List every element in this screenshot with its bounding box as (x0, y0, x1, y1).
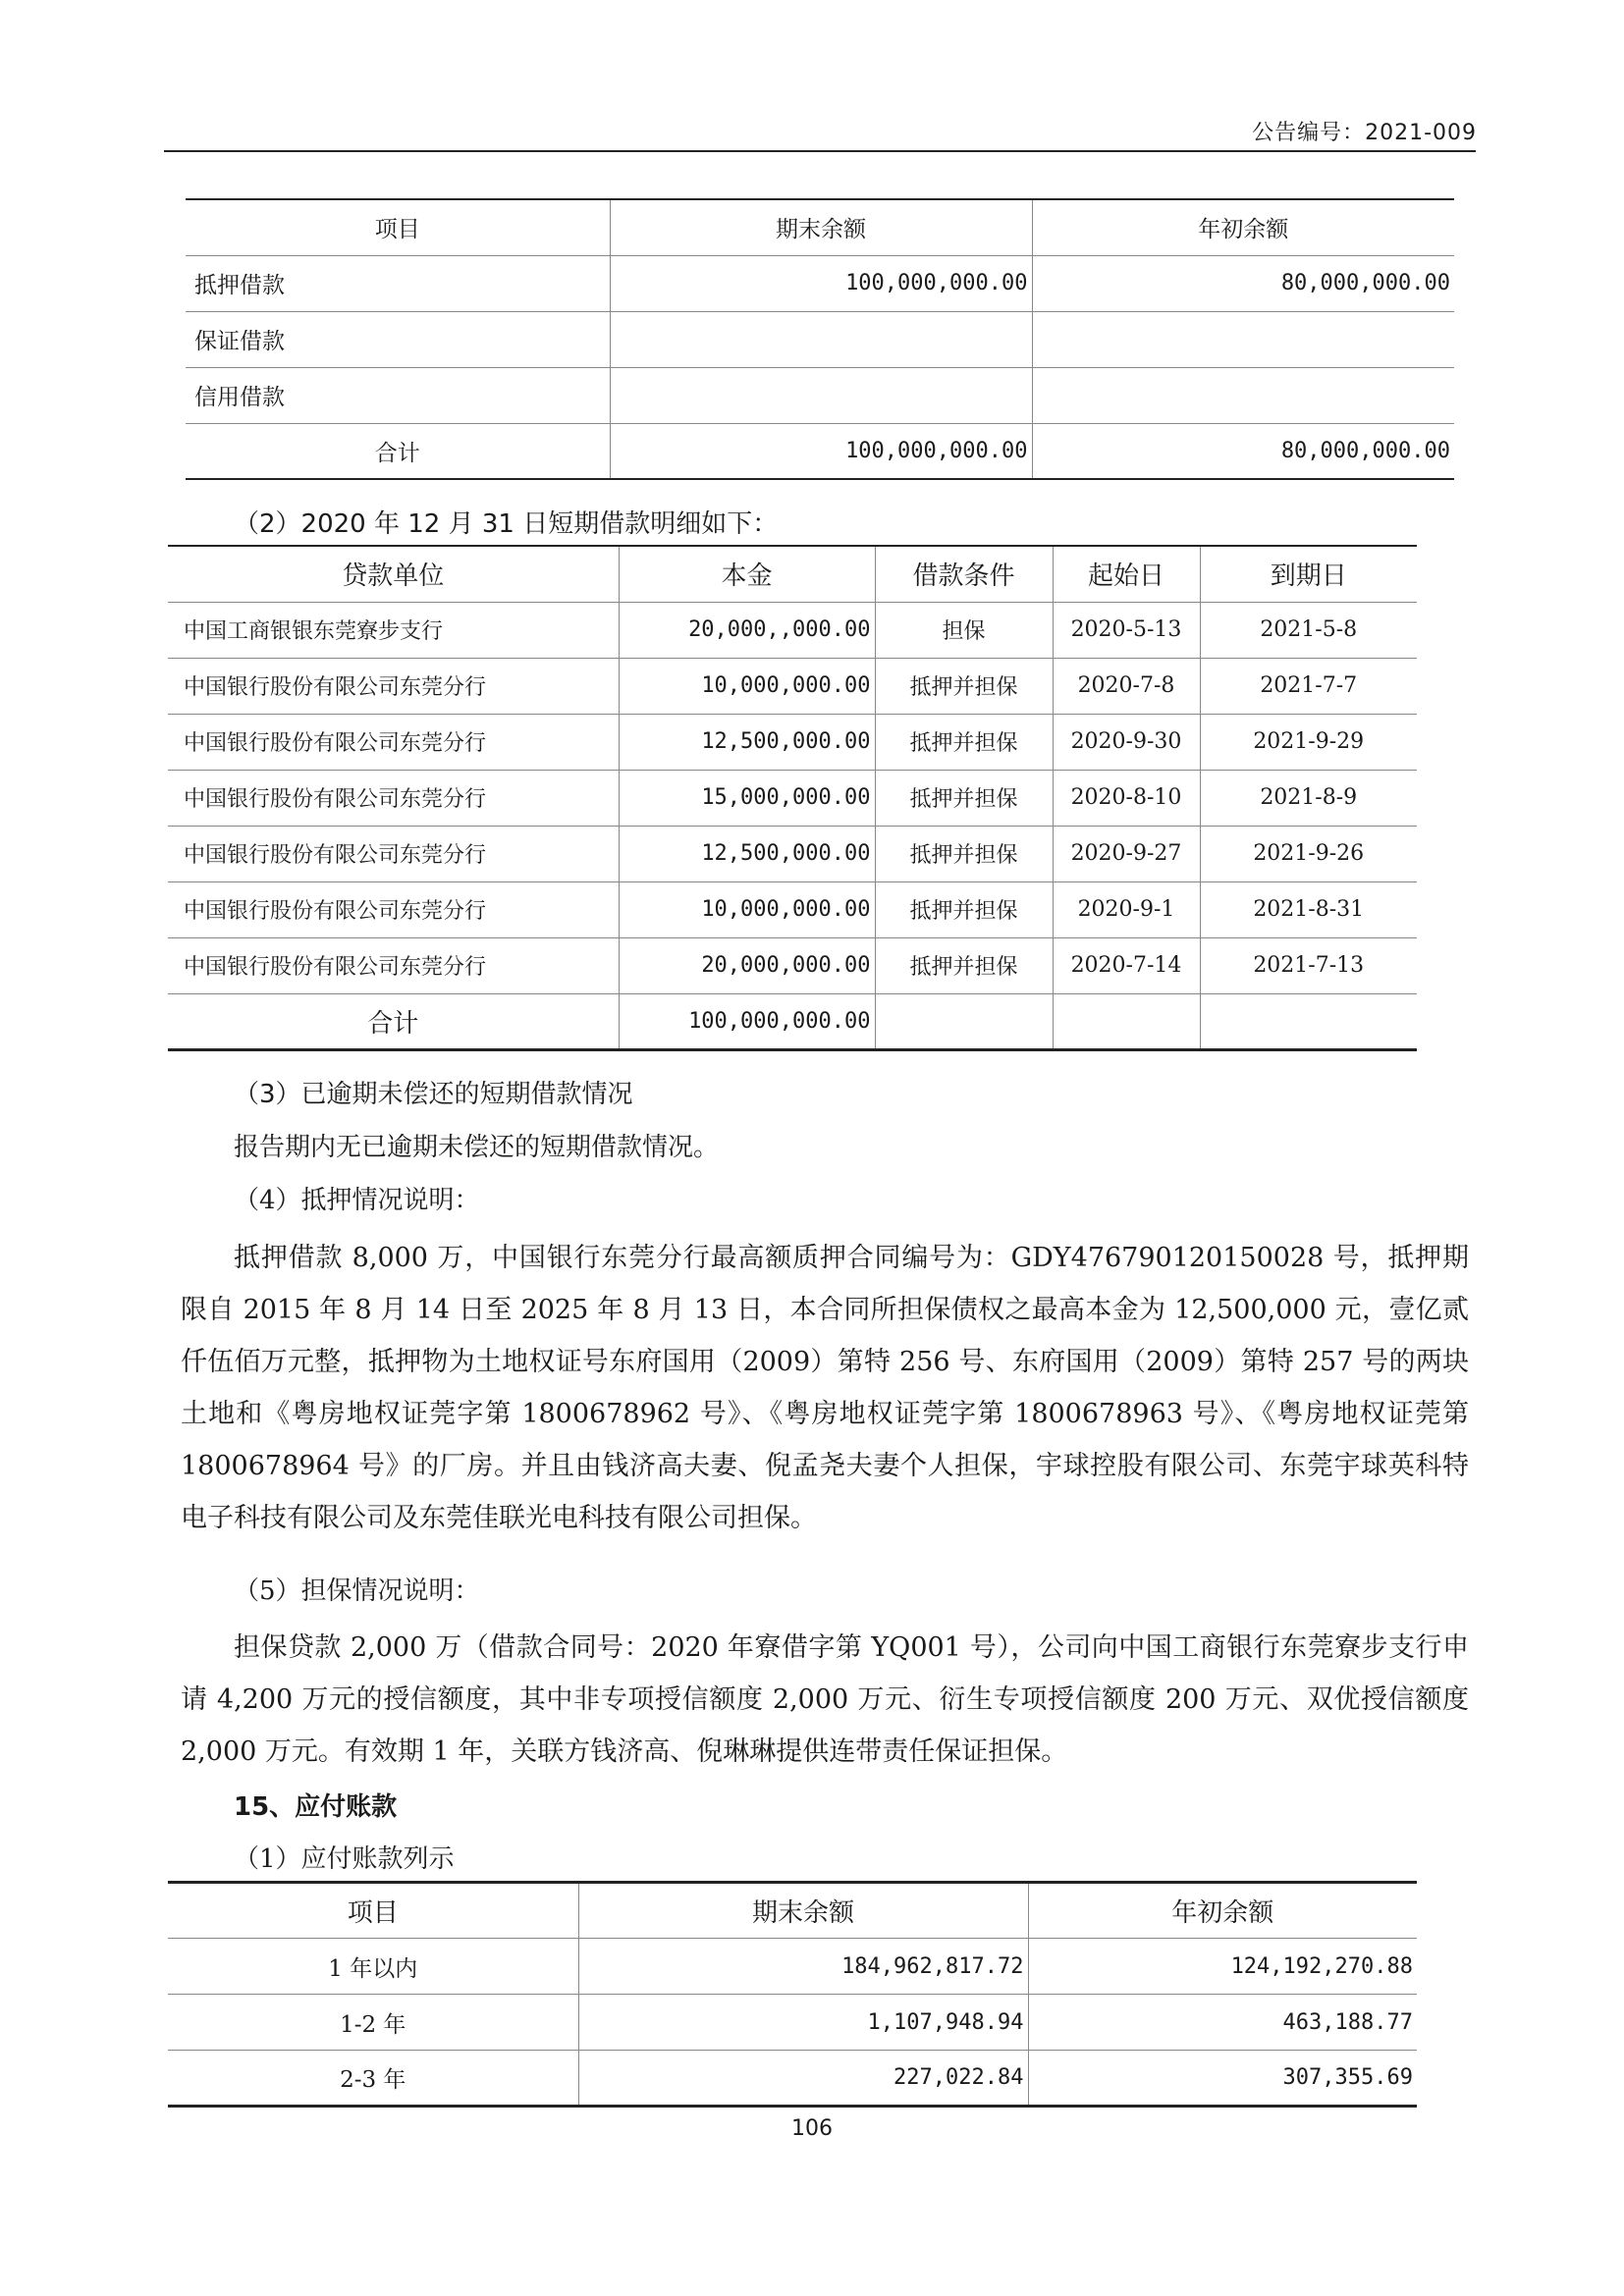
table-cell: 2020-9-1 (1053, 881, 1200, 937)
table-cell: 中国工商银银东莞寮步支行 (168, 602, 619, 658)
table-total-row (168, 993, 1417, 1049)
table-cell: 2-3 年 (340, 2067, 406, 2093)
table-cell: 100,000,000.00 (610, 423, 1032, 479)
table-cell (610, 311, 1032, 367)
table-cell: 15,000,000.00 (619, 770, 875, 826)
table-header-cell: 期末余额 (578, 1883, 1028, 1939)
table-cell: 184,962,817.72 (578, 1939, 1028, 1995)
table-cell: 2021-7-13 (1200, 937, 1417, 993)
section-3-title: （3）已逾期未偿还的短期借款情况 (234, 1080, 633, 1109)
table-cell: 中国银行股份有限公司东莞分行 (168, 937, 619, 993)
table-header-cell: 到期日 (1200, 546, 1417, 602)
table-cell: 中国银行股份有限公司东莞分行 (168, 881, 619, 937)
table-cell: 抵押并担保 (875, 770, 1053, 826)
table-cell (1032, 311, 1454, 367)
table-cell: 抵押并担保 (875, 658, 1053, 714)
short-term-loan-detail-table (168, 545, 1417, 1051)
table-row (168, 881, 1417, 937)
section-5-title: （5）担保情况说明： (234, 1576, 480, 1606)
table-cell: 担保 (875, 602, 1053, 658)
table-cell: 中国银行股份有限公司东莞分行 (168, 770, 619, 826)
table-header-cell: 贷款单位 (168, 546, 619, 602)
section-2-title: （2）2020 年 12 月 31 日短期借款明细如下： (234, 509, 779, 539)
table-cell: 抵押并担保 (875, 881, 1053, 937)
table-header-cell: 项目 (186, 199, 610, 255)
table-cell: 1-2 年 (168, 1995, 578, 2051)
section-15-subtitle: （1）应付账款列示 (234, 1844, 455, 1874)
table-row (168, 2051, 1417, 2107)
table-row (186, 255, 1454, 311)
table-header-cell: 年初余额 (1028, 1883, 1417, 1939)
accounts-payable-table (168, 1881, 1417, 2108)
table-cell: 20,000,,000.00 (619, 602, 875, 658)
table-header-row (186, 199, 1454, 255)
table-cell: 2020-9-30 (1053, 714, 1200, 770)
table-cell: 1,107,948.94 (578, 1995, 1028, 2051)
table-header-cell: 借款条件 (875, 546, 1053, 602)
table-cell (610, 367, 1032, 423)
header-divider (164, 150, 1476, 152)
table-cell: 2021-9-29 (1200, 714, 1417, 770)
table-cell: 463,188.77 (1028, 1995, 1417, 2051)
table-row (168, 937, 1417, 993)
table-cell: 2021-9-26 (1200, 826, 1417, 881)
announcement-number: 公告编号：2021-009 (1252, 121, 1477, 145)
table-header-cell: 项目 (168, 1883, 578, 1939)
table-cell: 2021-8-9 (1200, 770, 1417, 826)
table-cell: 抵押并担保 (875, 714, 1053, 770)
table-cell: 20,000,000.00 (619, 937, 875, 993)
table-cell: 100,000,000.00 (619, 993, 875, 1049)
table-cell: 2020-5-13 (1053, 602, 1200, 658)
table-cell: 307,355.69 (1028, 2051, 1417, 2107)
page-number: 106 (791, 2116, 833, 2141)
table-row (168, 714, 1417, 770)
table-header-row (168, 546, 1417, 602)
table-cell: 抵押并担保 (875, 937, 1053, 993)
table-row (168, 1995, 1417, 2051)
table-cell: 信用借款 (186, 367, 610, 423)
table-row (168, 1939, 1417, 1995)
table-total-row (186, 423, 1454, 479)
table-row (186, 367, 1454, 423)
table-header-cell: 年初余额 (1032, 199, 1454, 255)
table-header-cell: 期末余额 (610, 199, 1032, 255)
table-cell: 2021-7-7 (1200, 658, 1417, 714)
table-cell: 2020-9-27 (1053, 826, 1200, 881)
table-header-cell: 本金 (619, 546, 875, 602)
table-cell: 10,000,000.00 (619, 658, 875, 714)
table-cell: 2021-8-31 (1200, 881, 1417, 937)
table-cell (1053, 993, 1200, 1049)
table-cell: 12,500,000.00 (619, 826, 875, 881)
section-15-title: 15、应付账款 (234, 1792, 398, 1822)
table-cell (875, 993, 1053, 1049)
table-row (168, 770, 1417, 826)
table-cell: 合计 (367, 1008, 419, 1039)
table-cell: 100,000,000.00 (610, 255, 1032, 311)
table-row (168, 602, 1417, 658)
section-4-title: （4）抵押情况说明： (234, 1186, 480, 1215)
table-cell: 中国银行股份有限公司东莞分行 (168, 714, 619, 770)
table-cell: 2020-8-10 (1053, 770, 1200, 826)
table-header-row (168, 1883, 1417, 1939)
table-cell: 保证借款 (186, 311, 610, 367)
table-cell: 2020-7-8 (1053, 658, 1200, 714)
table-cell (1200, 993, 1417, 1049)
section-3-body: 报告期内无已逾期未偿还的短期借款情况。 (234, 1133, 720, 1162)
table-cell: 80,000,000.00 (1032, 423, 1454, 479)
table-row (186, 311, 1454, 367)
table-cell: 中国银行股份有限公司东莞分行 (168, 658, 619, 714)
table-cell: 抵押借款 (186, 255, 610, 311)
section-4-body: 抵押借款 8,000 万，中国银行东莞分行最高额质押合同编号为：GDY476790120150028 号，抵押期限自 2015 年 8 月 14 日至 2025 年 8 月 13 日，本合同所担保债权之最高本金为 12,500,000 元，壹亿贰仟伍佰万元整，抵押物为土地权证号东府国用（2009）第特 256 号、东府国用（2009）第特 257 号的两块土地和《粤房地权证莞字第 1800678962 号》、《粤房地权证莞字第 1800678963 号》、《粤房地权证莞第 1800678964 号》的厂房。并且由钱济高夫妻、倪孟尧夫妻个人担保，宇球控股有限公司、东莞宇球英科特电子科技有限公司及东莞佳联光电科技有限公司担保。 (181, 1243, 1469, 1533)
table-cell: 2021-5-8 (1200, 602, 1417, 658)
section-5-body: 担保贷款 2,000 万（借款合同号：2020 年寮借字第 YQ001 号），公司向中国工商银行东莞寮步支行申请 4,200 万元的授信额度，其中非专项授信额度 2,000 万元、衍生专项授信额度 200 万元、双优授信额度 2,000 万元。有效期 1 年，关联方钱济高、倪琳琳提供连带责任保证担保。 (181, 1632, 1469, 1767)
table-cell: 2020-7-14 (1053, 937, 1200, 993)
table-cell: 12,500,000.00 (619, 714, 875, 770)
table-header-cell: 起始日 (1053, 546, 1200, 602)
table-cell: 中国银行股份有限公司东莞分行 (168, 826, 619, 881)
table-cell: 80,000,000.00 (1032, 255, 1454, 311)
table-cell: 抵押并担保 (875, 826, 1053, 881)
table-cell: 10,000,000.00 (619, 881, 875, 937)
table-cell: 227,022.84 (578, 2051, 1028, 2107)
table-cell: 合计 (374, 440, 420, 466)
table-cell: 1 年以内 (168, 1939, 578, 1995)
table-cell (1032, 367, 1454, 423)
table-row (168, 826, 1417, 881)
loan-type-table (186, 198, 1454, 480)
table-cell: 124,192,270.88 (1028, 1939, 1417, 1995)
table-row (168, 658, 1417, 714)
